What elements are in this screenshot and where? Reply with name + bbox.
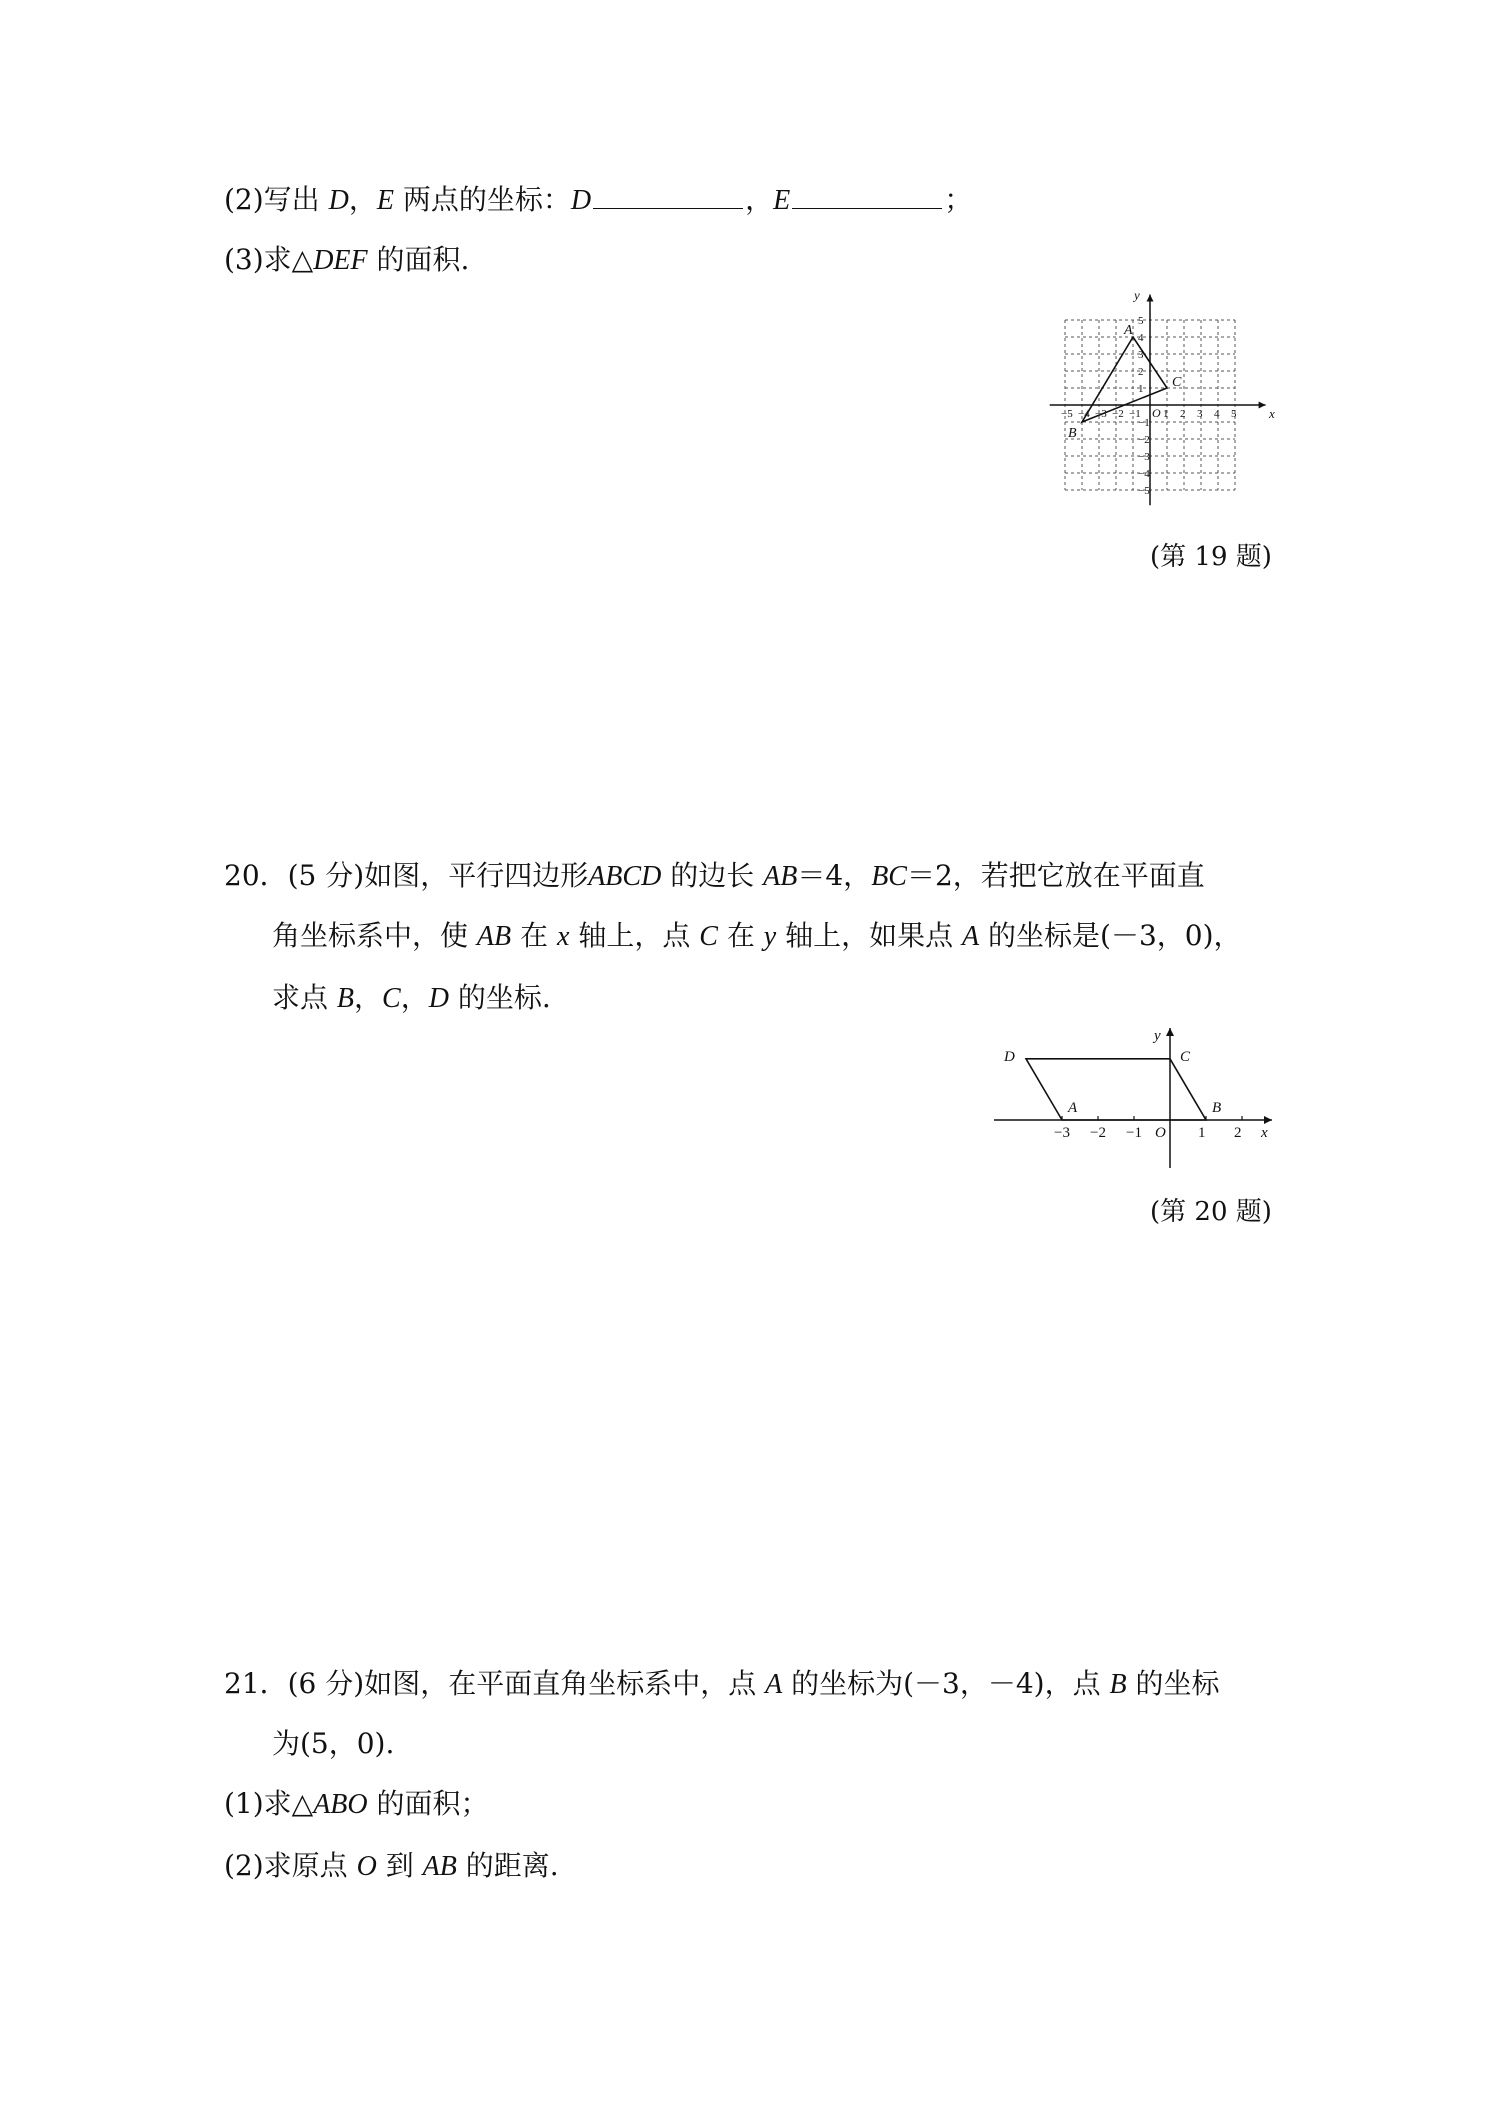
triangle-def-label: DEF <box>313 245 368 276</box>
q19-part2 <box>224 180 972 221</box>
q21-part2 <box>224 1846 559 1887</box>
point-label-a: A <box>1124 323 1133 338</box>
text: 的边长 <box>670 859 755 892</box>
q20-line3 <box>272 978 551 1019</box>
text: 的坐标. <box>457 981 551 1014</box>
text: 的坐标是(－3，0)， <box>988 919 1242 952</box>
comma: ， <box>348 183 377 216</box>
y-axis-label: y <box>1154 1028 1161 1044</box>
text: 求点 <box>272 981 329 1014</box>
y-tick-label: −5 <box>1138 485 1150 497</box>
y-tick-label: 1 <box>1138 383 1144 395</box>
y-tick-label: −3 <box>1138 451 1150 463</box>
parallelogram-abcd-label: ABCD <box>588 861 662 892</box>
x-tick-label: −2 <box>1090 1125 1106 1141</box>
x-tick-label: 5 <box>1231 408 1237 420</box>
text: 轴上，点 <box>578 919 691 952</box>
origin-label: O <box>1155 1125 1166 1141</box>
x-tick-label: −3 <box>1095 408 1107 420</box>
segment-ab-label: AB <box>476 921 512 952</box>
text: ＝4， <box>797 859 872 892</box>
text: (1)求△ <box>224 1787 314 1820</box>
point-label-c: C <box>1172 375 1182 390</box>
answer-blank-e[interactable] <box>792 182 942 209</box>
x-axis-arrow <box>1264 1116 1272 1124</box>
x-tick-label: 3 <box>1197 408 1203 420</box>
answer-label-e: E <box>773 185 791 216</box>
y-axis-label: y <box>763 921 777 952</box>
comma: ， <box>400 981 429 1014</box>
x-tick-label: 2 <box>1180 408 1186 420</box>
point-label-a: A <box>962 921 980 952</box>
y-axis-arrow <box>1166 1028 1174 1036</box>
text: (2)求原点 <box>224 1849 348 1882</box>
answer-label-d: D <box>570 185 592 216</box>
q19-part3-prefix: (3)求△ <box>224 243 314 276</box>
q20-line2 <box>272 916 1242 957</box>
text: 在 <box>726 919 755 952</box>
text: 在 <box>520 919 549 952</box>
text: 的坐标为(－3，－4)，点 <box>791 1667 1101 1700</box>
x-tick-label: −1 <box>1126 1125 1142 1141</box>
q19-part3-suffix: 的面积. <box>376 243 470 276</box>
text: 轴上，如果点 <box>785 919 954 952</box>
text: 的面积； <box>376 1787 489 1820</box>
text: 的距离. <box>465 1849 559 1882</box>
x-axis-label: x <box>1261 1125 1268 1141</box>
segment-ab-label: AB <box>763 861 798 892</box>
point-label-d: D <box>1004 1048 1015 1065</box>
point-label-d: D <box>328 185 349 216</box>
text: 到 <box>385 1849 414 1882</box>
x-tick-label: 4 <box>1214 408 1220 420</box>
y-tick-label: −1 <box>1138 417 1150 429</box>
y-tick-label: 4 <box>1138 332 1144 344</box>
point-label-c: C <box>382 983 401 1014</box>
parallelogram-abcd <box>1026 1059 1206 1120</box>
y-tick-label: 2 <box>1138 366 1144 378</box>
y-axis-label: y <box>1134 287 1140 303</box>
x-axis-label: x <box>1269 406 1275 421</box>
q21-number: 21．(6 分)如图，在平面直角坐标系中，点 <box>224 1667 757 1700</box>
origin-label: O <box>356 1851 377 1882</box>
x-tick-label: 2 <box>1234 1125 1242 1141</box>
segment-bc-label: BC <box>871 861 907 892</box>
semicolon: ； <box>944 183 973 216</box>
y-tick-label: 5 <box>1138 315 1144 327</box>
x-tick-label: 1 <box>1198 1125 1206 1141</box>
q21-line1 <box>224 1664 1220 1705</box>
x-tick-label: −1 <box>1129 408 1141 420</box>
q21-line2: 为(5，0). <box>272 1727 395 1760</box>
x-tick-label: −5 <box>1061 408 1073 420</box>
triangle-abo-label: ABO <box>313 1789 368 1820</box>
q21-part1 <box>224 1784 489 1825</box>
q19-part2-prefix: (2)写出 <box>224 183 320 216</box>
x-tick-label: 1 <box>1163 408 1169 420</box>
point-label-b: B <box>336 983 355 1014</box>
x-tick-label: −3 <box>1054 1125 1070 1141</box>
comma: ， <box>354 981 383 1014</box>
answer-blank-d[interactable] <box>593 182 743 209</box>
text: 的坐标 <box>1135 1667 1220 1700</box>
point-label-b: B <box>1109 1669 1127 1700</box>
q19-caption: (第 19 题) <box>1150 542 1272 572</box>
y-axis-arrow <box>1147 295 1154 302</box>
y-tick-label: −4 <box>1138 468 1150 480</box>
y-tick-label: 3 <box>1138 349 1144 361</box>
point-label-a: A <box>765 1669 783 1700</box>
point-label-b: B <box>1212 1100 1222 1116</box>
text: 角坐标系中，使 <box>272 919 469 952</box>
q20-number: 20．(5 分)如图，平行四边形 <box>224 859 589 892</box>
segment-ab-label: AB <box>422 1851 457 1882</box>
x-tick-label: −4 <box>1078 408 1090 420</box>
point-label-c: C <box>1180 1048 1191 1065</box>
y-tick-label: −2 <box>1138 434 1150 446</box>
q19-part3 <box>224 240 469 281</box>
q19-part2-text: 两点的坐标： <box>402 183 571 216</box>
text: ＝2，若把它放在平面直 <box>906 859 1205 892</box>
point-label-a: A <box>1068 1100 1078 1116</box>
q19-figure <box>1040 287 1280 510</box>
point-label-d: D <box>428 983 449 1014</box>
point-label-c: C <box>699 921 718 952</box>
point-label-e: E <box>376 185 394 216</box>
comma: ， <box>745 183 774 216</box>
point-label-b: B <box>1068 426 1077 441</box>
x-axis-label: x <box>556 921 570 952</box>
origin-label: O <box>1152 406 1161 420</box>
x-tick-label: −2 <box>1112 408 1124 420</box>
q20-figure <box>990 1020 1280 1170</box>
q20-caption: (第 20 题) <box>1150 1197 1272 1227</box>
x-axis-arrow <box>1259 402 1266 409</box>
q20-line1 <box>224 856 1205 897</box>
